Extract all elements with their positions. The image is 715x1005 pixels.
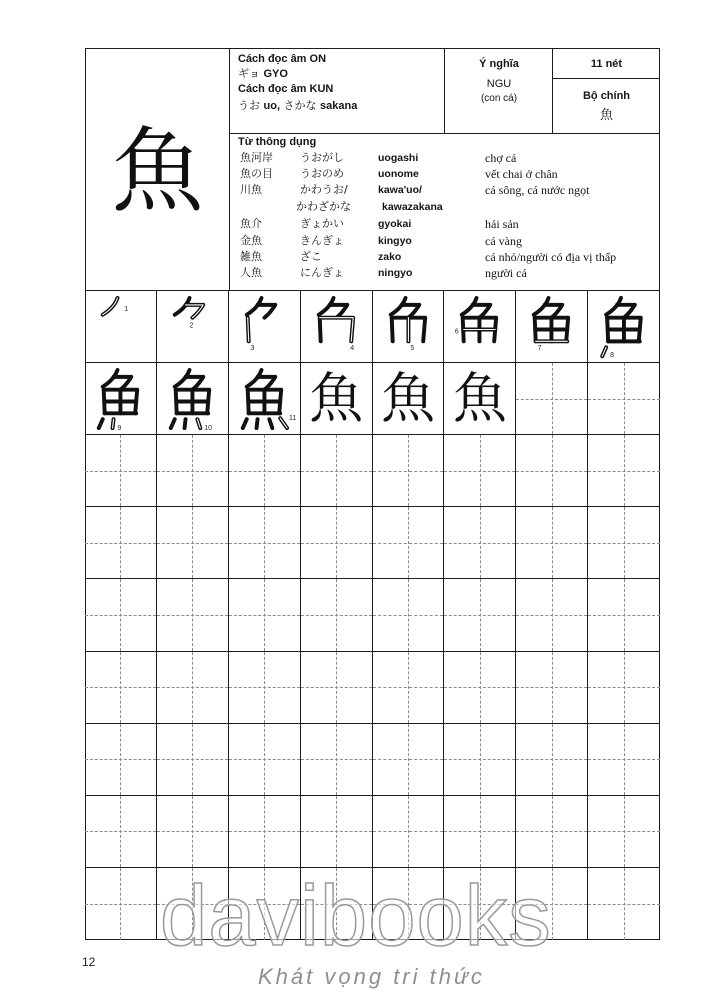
stroke-3 [319,318,320,342]
vocab-meaning: cá sông, cá nước ngọt [485,183,590,197]
vocab-meaning: người cá [485,266,527,280]
practice-cell [229,652,301,724]
practice-cell [157,652,229,724]
vocab-meaning: cá nhỏ/người có địa vị thấp [485,250,617,264]
meaning-gloss: (con cá) [480,93,518,104]
practice-cell [444,724,516,796]
vocab-word: 魚の目 [240,167,273,180]
stroke-number: 7 [537,345,542,353]
practice-cell [588,507,660,579]
vocab-meaning: chợ cá [485,151,517,165]
vocab-kana: ざこ [300,250,322,263]
vocabulary-heading: Từ thông dụng [238,136,317,148]
sino-vietnamese-reading: NGU [486,78,512,90]
watermark-tagline: Khát vọng tri thức [258,964,485,989]
practice-character: 魚 [380,367,435,431]
vocab-romaji: zako [378,251,402,263]
practice-cell [444,435,516,507]
vocab-kana: にんぎょ [300,266,344,279]
stroke-number: 5 [409,345,414,353]
practice-cell [516,652,588,724]
practice-cell [229,435,301,507]
on-reading-label: Cách đọc âm ON [238,53,327,65]
kun-reading-kana: さかな [283,99,317,112]
vocab-row-continuation [0,200,715,214]
vocab-kana: うおのめ [300,167,344,180]
tracing-cell [301,363,373,435]
vocab-romaji: uogashi [378,152,419,164]
stroke-order-diagram [85,291,156,362]
stroke-order-diagram [229,363,300,434]
stroke-number: 11 [288,415,296,423]
vocab-romaji: kingyo [378,235,412,247]
practice-cell [301,724,373,796]
practice-cell [373,796,445,868]
practice-cell [85,579,157,651]
practice-cell [373,435,445,507]
kun-reading-label: Cách đọc âm KUN [238,83,334,95]
stroke-9 [256,419,257,428]
practice-cell [85,796,157,868]
practice-cell [229,724,301,796]
practice-cell [516,507,588,579]
stroke-number: 2 [189,322,194,330]
vocab-meaning: cá vàng [485,234,522,248]
vocab-word: 魚介 [240,217,262,230]
vocab-word: 魚河岸 [240,151,273,164]
practice-cell [301,507,373,579]
practice-cell [444,507,516,579]
stroke-number: 4 [349,345,354,353]
practice-cell [301,435,373,507]
stroke-highlight [280,418,287,428]
vocab-row [0,250,715,264]
practice-cell [516,435,588,507]
stroke-number: 6 [455,328,460,336]
practice-cell [157,724,229,796]
vocab-word: 人魚 [240,266,262,279]
stroke-order-cell [157,363,229,435]
practice-cell [229,796,301,868]
kun-reading-kana: うお [238,99,260,112]
kun-reading-romaji: sakana [320,100,358,112]
vocab-meaning: vết chai ở chân [485,167,558,181]
practice-cell [444,579,516,651]
vocab-row [0,151,715,165]
page-number: 12 [82,955,96,969]
practice-cell [301,652,373,724]
stroke-8 [99,419,103,428]
tracing-cell [444,363,516,435]
stroke-order-diagram [85,363,156,434]
vocab-meaning: hải sản [485,217,519,231]
stroke-number: 8 [610,352,615,360]
stroke-4 [319,318,352,342]
practice-cell [516,579,588,651]
practice-cell [588,868,660,940]
practice-cell [588,363,660,435]
stroke-3 [391,318,392,342]
practice-cell [516,796,588,868]
practice-cell [157,435,229,507]
practice-cell [85,652,157,724]
stroke-order-cell [85,363,157,435]
practice-cell [157,579,229,651]
stroke-order-cell [516,291,588,363]
vocab-row [0,183,715,197]
vocab-word: 川魚 [240,183,262,196]
practice-cell [516,724,588,796]
practice-cell [373,724,445,796]
stroke-order-cell [444,291,516,363]
practice-cell [588,796,660,868]
stroke-order-cell [373,291,445,363]
practice-cell [588,579,660,651]
main-kanji: 魚 [111,118,204,225]
practice-cell [373,652,445,724]
stroke-order-cell [301,291,373,363]
stroke-8 [171,419,175,428]
practice-cell [85,724,157,796]
stroke-number: 1 [124,305,129,313]
practice-cell [516,363,588,435]
vocab-row [0,234,715,248]
practice-cell [373,507,445,579]
practice-cell [373,579,445,651]
vocab-row [0,217,715,231]
practice-cell [85,435,157,507]
stroke-1 [103,298,118,315]
stroke-10 [269,419,272,428]
stroke-9 [184,419,185,428]
stroke-order-diagram [516,291,587,362]
vocab-row [0,266,715,280]
tracing-cell [373,363,445,435]
practice-cell [157,507,229,579]
practice-character: 魚 [452,367,507,431]
stroke-order-cell [588,291,660,363]
stroke-count: 11 nét [590,58,623,70]
practice-cell [229,579,301,651]
practice-character: 魚 [309,367,364,431]
vocab-kana: うおがし [300,151,344,164]
on-reading-romaji: GYO [263,68,288,80]
watermark-brand: davibooks [160,869,552,964]
vocab-romaji: gyokai [378,218,412,230]
stroke-order-diagram [444,291,515,362]
on-reading [238,67,288,81]
stroke-number: 9 [117,425,122,433]
on-reading-kana: ギョ [238,67,260,80]
practice-cell [588,435,660,507]
kun-reading-romaji: uo, [263,100,280,112]
vocab-romaji: uonome [378,168,419,180]
stroke-number: 3 [250,345,255,353]
vocab-word: 雑魚 [240,250,262,263]
practice-cell [444,652,516,724]
stroke-order-cell [85,291,157,363]
stroke-order-diagram [157,363,228,434]
practice-cell [588,724,660,796]
practice-cell [301,796,373,868]
practice-grid [85,290,660,940]
stroke-number: 10 [204,425,212,433]
stroke-8 [243,419,247,428]
vocab-kana: ぎょかい [300,217,344,230]
vocab-kana-alt: かわざかな [296,200,351,213]
practice-cell [85,868,157,940]
vocab-romaji: ningyo [378,267,413,279]
radical-label: Bộ chính [582,90,631,102]
practice-cell [444,796,516,868]
stroke-order-diagram [588,291,660,362]
vocab-kana: かわうお/ [300,183,348,196]
stroke-order-cell [229,291,301,363]
practice-cell [229,507,301,579]
practice-cell [301,579,373,651]
meaning-label: Ý nghĩa [479,58,519,70]
vocab-romaji-alt: kawazakana [382,201,443,213]
vocab-romaji: kawa'uo/ [378,184,422,196]
divider-stroke-count [552,78,660,79]
vocab-row [0,167,715,181]
vocab-kana: きんぎょ [300,234,344,247]
stroke-order-cell [157,291,229,363]
stroke-order-cell [229,363,301,435]
stroke-order-diagram [229,291,300,362]
stroke-order-diagram [157,291,228,362]
stroke-order-diagram [301,291,372,362]
stroke-order-diagram [373,291,444,362]
radical-character: 魚 [599,108,613,123]
kun-reading [238,99,357,113]
practice-cell [157,796,229,868]
practice-cell [85,507,157,579]
vocab-word: 金魚 [240,234,262,247]
practice-cell [588,652,660,724]
stroke-highlight [319,318,352,342]
stroke-2 [257,305,275,318]
